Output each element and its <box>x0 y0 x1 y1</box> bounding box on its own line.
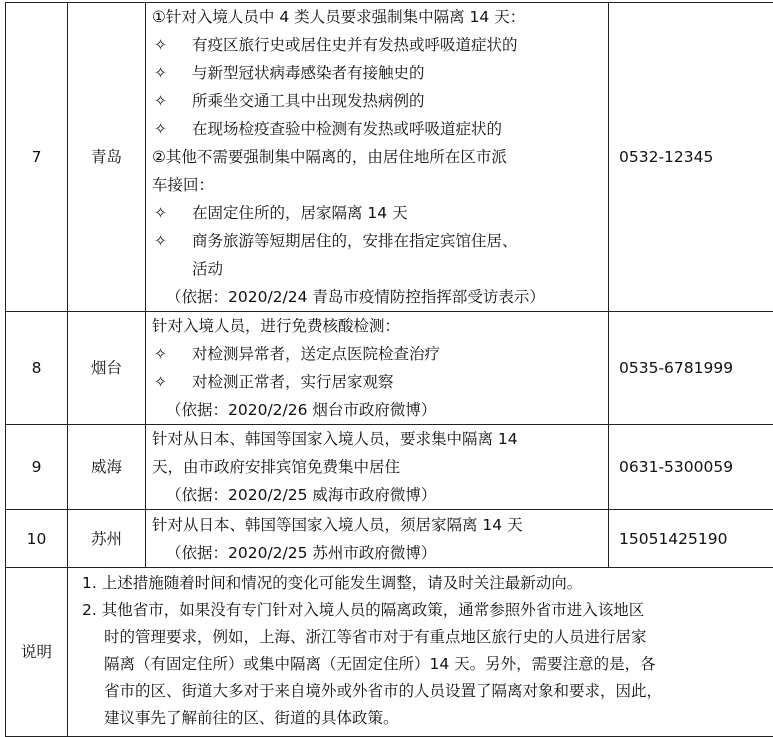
phone-number: 0631-5300059 <box>609 425 773 510</box>
city-name: 威海 <box>68 425 146 510</box>
policy-bullet: ✧ 在现场检疫查验中检测有发热或呼吸道症状的 <box>152 115 602 143</box>
note-item-cont: 隔离（有固定住所）或集中隔离（无固定住所）14 天。另外，需要注意的是，各 <box>82 651 773 678</box>
phone-number: 0532-12345 <box>609 3 773 312</box>
diamond-icon: ✧ <box>154 340 192 368</box>
policy-bullet: ✧ 有疫区旅行史或居住史并有发热或呼吸道症状的 <box>152 31 602 59</box>
diamond-icon: ✧ <box>154 368 192 396</box>
policy-cell <box>146 312 609 425</box>
city-name: 青岛 <box>68 3 146 312</box>
notes-row <box>6 568 773 737</box>
policy-text: 针对从日本、韩国等国家入境人员，须居家隔离 14 天 <box>152 511 602 539</box>
policy-cell <box>146 510 609 568</box>
policy-text: 针对从日本、韩国等国家入境人员，要求集中隔离 14 <box>152 425 602 453</box>
policy-bullet: ✧ 对检测正常者，实行居家观察 <box>152 368 602 396</box>
policy-basis: （依据：2020/2/24 青岛市疫情防控指挥部受访表示） <box>152 283 602 311</box>
policy-bullet: ✧ 所乘坐交通工具中出现发热病例的 <box>152 87 602 115</box>
policy-bullet: ✧ 与新型冠状病毒感染者有接触史的 <box>152 59 602 87</box>
row-number: 9 <box>6 425 68 510</box>
diamond-icon: ✧ <box>154 115 192 143</box>
policy-cell <box>146 3 609 312</box>
policy-basis: （依据：2020/2/25 威海市政府微博） <box>152 481 602 509</box>
note-item-cont: 时的管理要求，例如，上海、浙江等省市对于有重点地区旅行史的人员进行居家 <box>82 624 773 651</box>
policy-heading: ①针对入境人员中 4 类人员要求强制集中隔离 14 天： <box>152 3 602 31</box>
policy-basis: （依据：2020/2/25 苏州市政府微博） <box>152 539 602 567</box>
policy-basis: （依据：2020/2/26 烟台市政府微博） <box>152 396 602 424</box>
diamond-icon: ✧ <box>154 59 192 87</box>
policy-heading: 针对入境人员，进行免费核酸检测： <box>152 312 602 340</box>
diamond-icon: ✧ <box>154 31 192 59</box>
table-row <box>6 3 773 312</box>
note-item: 1. 上述措施随着时间和情况的变化可能发生调整，请及时关注最新动向。 <box>82 570 773 597</box>
table-row <box>6 312 773 425</box>
phone-number: 15051425190 <box>609 510 773 568</box>
row-number: 8 <box>6 312 68 425</box>
policy-table <box>5 2 773 737</box>
policy-bullet: ✧ 对检测异常者，送定点医院检查治疗 <box>152 340 602 368</box>
row-number: 7 <box>6 3 68 312</box>
note-item-cont: 建议事先了解前往的区、街道的具体政策。 <box>82 705 773 732</box>
note-item: 2. 其他省市，如果没有专门针对入境人员的隔离政策，通常参照外省市进入该地区 <box>82 597 773 624</box>
policy-bullet: ✧ 在固定住所的，居家隔离 14 天 <box>152 199 602 227</box>
table-row <box>6 510 773 568</box>
policy-heading-cont: 车接回： <box>152 171 602 199</box>
note-item-cont: 省市的区、街道大多对于来自境外或外省市的人员设置了隔离对象和要求，因此， <box>82 678 773 705</box>
policy-text: 天，由市政府安排宾馆免费集中居住 <box>152 453 602 481</box>
phone-number: 0535-6781999 <box>609 312 773 425</box>
diamond-icon: ✧ <box>154 199 192 227</box>
notes-label: 说明 <box>6 568 68 737</box>
table-row <box>6 425 773 510</box>
row-number: 10 <box>6 510 68 568</box>
notes-cell <box>68 568 773 737</box>
city-name: 苏州 <box>68 510 146 568</box>
city-name: 烟台 <box>68 312 146 425</box>
policy-cell <box>146 425 609 510</box>
policy-bullet: ✧ 商务旅游等短期居住的，安排在指定宾馆住居、 <box>152 227 602 255</box>
diamond-icon: ✧ <box>154 87 192 115</box>
policy-heading: ②其他不需要强制集中隔离的，由居住地所在区市派 <box>152 143 602 171</box>
diamond-icon: ✧ <box>154 227 192 255</box>
policy-bullet-cont: 活动 <box>152 255 602 283</box>
